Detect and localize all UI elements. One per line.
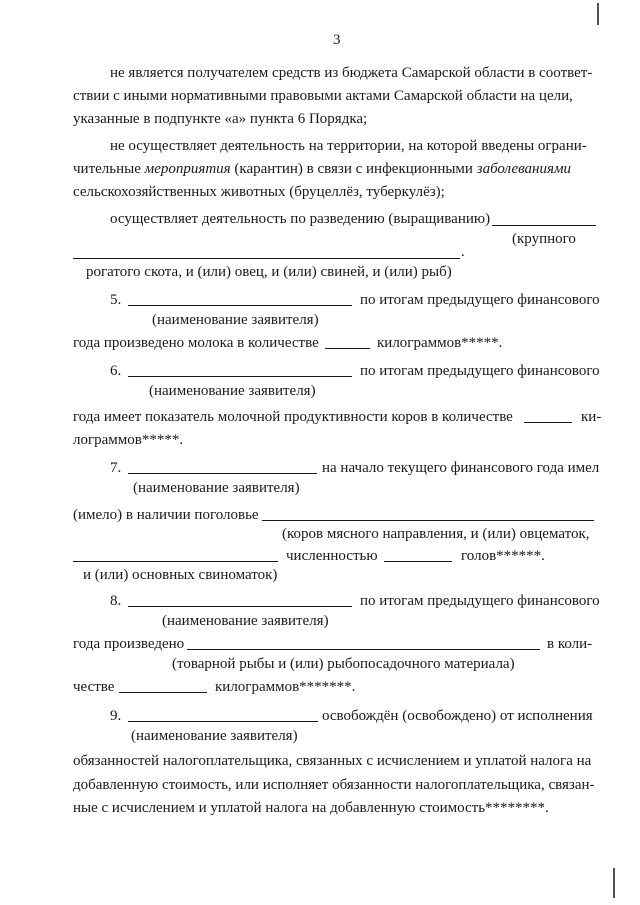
item6-hint: (наименование заявителя) — [149, 383, 316, 399]
item5-milk-field[interactable] — [325, 348, 370, 349]
para2-line2-italic1: мероприятия — [144, 161, 231, 177]
item8-line2b: в коли- — [547, 636, 593, 652]
item7-livestock-field-2[interactable] — [73, 561, 278, 562]
item5-line2b: килограммов*****. — [377, 335, 503, 351]
item7-after: на начало текущего финансового года имел — [322, 460, 600, 476]
para2-line2-italic2: заболеваниями — [476, 161, 572, 177]
item9-line2: обязанностей налогоплательщика, связанных с исчислением и уплатой налога на — [73, 753, 592, 769]
item7-number: 7. — [110, 460, 122, 476]
item7-line3a: численностью — [286, 548, 378, 564]
item5-after: по итогам предыдущего финансового — [360, 292, 600, 308]
item9-line4: ные с исчислением и уплатой налога на добавленную стоимость********. — [73, 800, 549, 816]
item7-hint3: и (или) основных свиноматок) — [83, 567, 278, 583]
item5-hint: (наименование заявителя) — [152, 312, 319, 328]
para2-line2-part1: чительные — [73, 161, 145, 177]
item9-line3: добавленную стоимость, или исполняет обязанности налогоплательщика, связан- — [73, 777, 595, 793]
item8-line2a: года произведено — [73, 636, 185, 652]
item7-applicant-field[interactable] — [128, 473, 317, 474]
para1-line2: ствии с иными нормативными правовыми актами Самарской области на цели, — [73, 88, 573, 104]
item5-applicant-field[interactable] — [128, 305, 352, 306]
item8-quantity-field[interactable] — [119, 692, 207, 693]
item6-applicant-field[interactable] — [128, 376, 352, 377]
item8-line3b: килограммов*******. — [215, 679, 356, 695]
item6-line3: лограммов*****. — [73, 432, 184, 448]
item9-number: 9. — [110, 708, 122, 724]
item6-number: 6. — [110, 363, 122, 379]
item7-livestock-field-1[interactable] — [262, 520, 594, 521]
item7-count-field[interactable] — [384, 561, 452, 562]
item8-number: 8. — [110, 593, 122, 609]
hint-krupnogo: (крупного — [512, 231, 576, 247]
item7-hint: (наименование заявителя) — [133, 480, 300, 496]
para2-line1: не осуществляет деятельность на территории, на которой введены ограни- — [110, 138, 587, 154]
item9-after: освобождён (освобождено) от исполнения — [322, 708, 593, 724]
item7-line2: (имело) в наличии поголовье — [73, 507, 259, 523]
item9-applicant-field[interactable] — [128, 721, 318, 722]
item6-line2b: ки- — [581, 409, 602, 425]
item8-applicant-field[interactable] — [128, 606, 352, 607]
item6-after: по итогам предыдущего финансового — [360, 363, 600, 379]
item6-line2a: года имеет показатель молочной продуктивности коров в количестве — [73, 409, 513, 425]
para1-line1: не является получателем средств из бюджета Самарской области в соответ- — [110, 65, 593, 81]
breeding-field-1[interactable] — [492, 225, 596, 226]
item8-hint: (наименование заявителя) — [162, 613, 329, 629]
page-number: 3 — [333, 32, 341, 48]
para2-line2-part2: (карантин) в связи с инфекционными — [230, 161, 477, 177]
para3-line1: осуществляет деятельность по разведению (выращиванию) — [110, 211, 491, 227]
scan-mark-bottom — [613, 868, 615, 898]
item8-after: по итогам предыдущего финансового — [360, 593, 600, 609]
breeding-field-end-dot: . — [461, 244, 465, 260]
para2-line2 — [73, 160, 571, 178]
scan-mark-top — [597, 3, 599, 25]
para1-line3: указанные в подпункте «а» пункта 6 Порядка; — [73, 111, 368, 127]
item8-product-field[interactable] — [187, 649, 540, 650]
item8-hint2: (товарной рыбы и (или) рыбопосадочного материала) — [172, 656, 515, 672]
item8-line3a: честве — [73, 679, 115, 695]
item7-line3b: голов******. — [461, 548, 545, 564]
breeding-field-2[interactable] — [73, 258, 460, 259]
item6-productivity-field[interactable] — [524, 422, 572, 423]
item9-hint: (наименование заявителя) — [131, 728, 298, 744]
item5-line2a: года произведено молока в количестве — [73, 335, 319, 351]
hint-breeding-types: рогатого скота, и (или) овец, и (или) свиней, и (или) рыб) — [86, 264, 452, 280]
para2-line3: сельскохозяйственных животных (бруцеллёз, туберкулёз); — [73, 184, 445, 200]
item7-hint2: (коров мясного направления, и (или) овцематок, — [282, 526, 590, 542]
item5-number: 5. — [110, 292, 122, 308]
